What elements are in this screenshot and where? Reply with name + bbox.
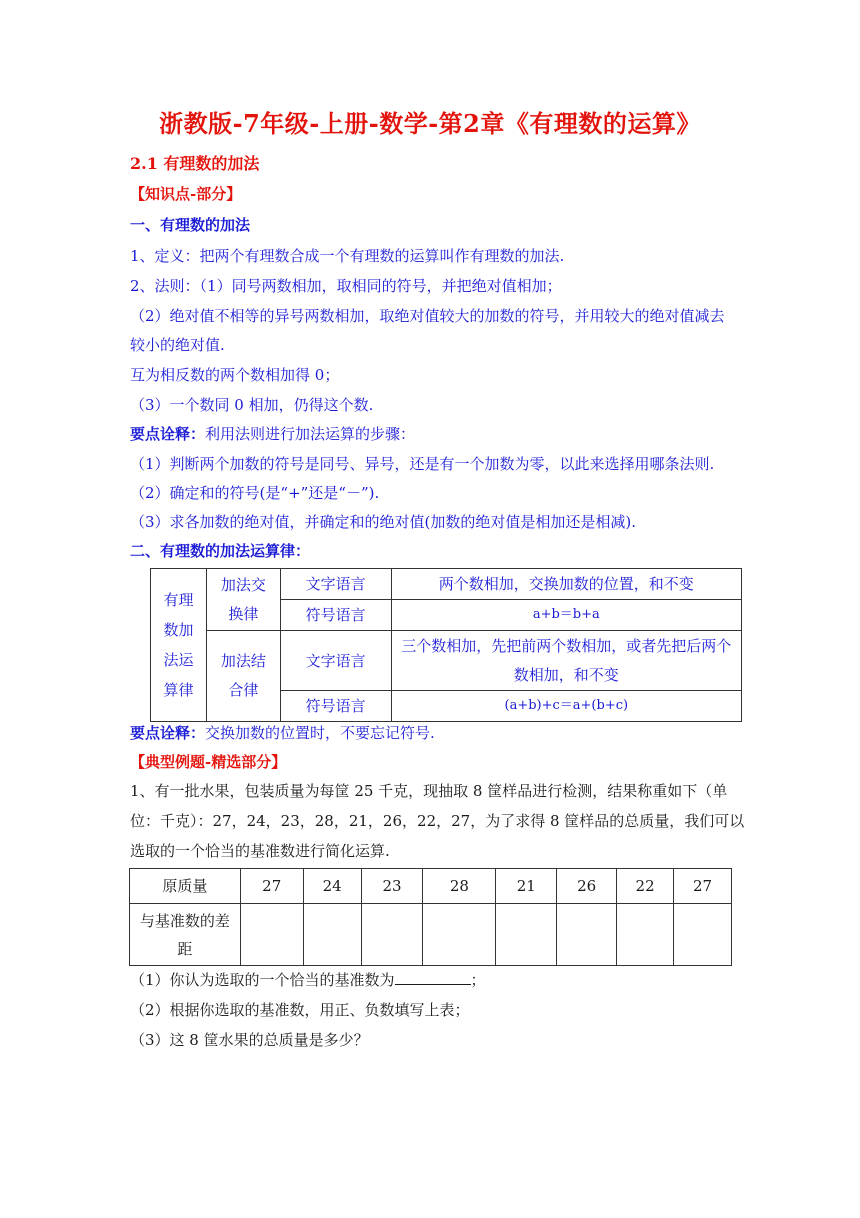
law-row-head-line: 算律 [163,681,194,699]
difference-header-line: 距 [177,939,193,958]
difference-answer-cell[interactable] [617,904,674,966]
difference-answer-cell[interactable] [423,904,496,966]
commutative-line: 换律 [228,604,259,623]
question-1-line-1: 1、有一批水果，包装质量为每筐 25 千克，现抽取 8 筐样品进行检测，结果称重如下（单 [130,782,728,800]
difference-answer-cell[interactable] [240,904,303,966]
symbol-language-cell: 符号语言 [280,691,391,722]
opposite-numbers-paragraph: 互为相反数的两个数相加得 0； [130,366,340,384]
law-row-head-line: 有理 [163,591,194,609]
weight-cell: 23 [361,869,423,904]
note-1 [130,423,415,444]
commutative-text-cell: 两个数相加，交换加数的位置，和不变 [391,569,741,600]
law-row-head-line: 法运 [163,651,194,669]
rule-2-paragraph: （2）绝对值不相等的异号两数相加，取绝对值较大的加数的符号，并用较大的绝对值减去 [130,307,725,325]
weight-cell: 28 [423,869,496,904]
difference-answer-cell[interactable] [557,904,617,966]
weight-cell: 22 [617,869,674,904]
question-1-line-2: 位：千克）：27，24，23，28，21，26，22，27，为了求得 8 筐样品的总质量，我们可以 [130,812,745,830]
sub-question-2: （2）根据你选取的基准数，用正、负数填写上表； [130,1001,470,1019]
sub-question-3: （3）这 8 筐水果的总质量是多少？ [130,1031,369,1049]
note-1-text: 利用法则进行加法运算的步骤： [205,425,416,443]
commutative-line: 加法交 [220,575,266,594]
weight-cell: 27 [674,869,732,904]
knowledge-tag: 【知识点-部分】 [130,185,242,203]
commutative-symbol-cell: a+b＝b+a [391,600,741,631]
addition-laws-table [150,568,742,722]
sub-question-1 [130,969,486,990]
note-1-label: 要点诠释： [130,425,206,443]
difference-answer-cell[interactable] [674,904,732,966]
associative-line: 合律 [228,681,259,699]
difference-answer-cell[interactable] [496,904,557,966]
note-2-label: 要点诠释： [130,724,206,742]
difference-header [130,904,241,966]
associative-text-line: 三个数相加，先把前两个数相加，或者先把后两个 [401,636,732,655]
fruit-weight-table [129,868,732,966]
weight-cell: 26 [557,869,617,904]
note-2 [130,722,435,743]
rule-1-paragraph: 2、法则：（1）同号两数相加，取相同的符号，并把绝对值相加； [130,277,562,295]
heading-addition: 一、有理数的加法 [130,216,251,234]
associative-text-line: 数相加，和不变 [513,665,619,684]
heading-laws: 二、有理数的加法运算律： [130,542,311,560]
difference-answer-cell[interactable] [303,904,361,966]
associative-symbol-cell: (a+b)+c＝a+(b+c) [391,691,741,722]
law-row-head-line: 数加 [163,621,194,639]
commutative-law-cell [206,569,280,631]
weight-cell: 24 [303,869,361,904]
associative-law-cell [206,631,280,722]
associative-line: 加法结 [220,652,266,670]
weight-cell: 21 [496,869,557,904]
text-language-cell: 文字语言 [280,569,391,600]
step-2: （2）确定和的符号(是“+”还是“－”). [130,484,380,502]
law-table-row-head [151,569,207,722]
sub-question-1-text: （1）你认为选取的一个恰当的基准数为 [130,971,395,989]
rule-3-paragraph: （3）一个数同 0 相加，仍得这个数. [130,396,374,414]
weight-cell: 27 [240,869,303,904]
question-1-line-3: 选取的一个恰当的基准数进行简化运算. [130,842,390,860]
original-weight-header: 原质量 [130,869,241,904]
note-2-text: 交换加数的位置时，不要忘记符号. [205,724,435,742]
difference-header-line: 与基准数的差 [139,911,230,930]
section-title: 2.1 有理数的加法 [130,154,260,173]
difference-answer-cell[interactable] [361,904,423,966]
example-tag: 【典型例题-精选部分】 [130,753,287,771]
text-language-cell: 文字语言 [280,631,391,691]
step-3: （3）求各加数的绝对值，并确定和的绝对值(加数的绝对值是相加还是相减). [130,513,637,531]
answer-blank[interactable] [395,970,471,985]
definition-paragraph: 1、定义：把两个有理数合成一个有理数的运算叫作有理数的加法. [130,247,565,265]
symbol-language-cell: 符号语言 [280,600,391,631]
step-1: （1）判断两个加数的符号是同号、异号，还是有一个加数为零，以此来选择用哪条法则. [130,455,715,473]
rule-2-continuation: 较小的绝对值. [130,336,225,354]
document-title: 浙教版-7年级-上册-数学-第2章《有理数的运算》 [159,109,701,138]
associative-text-cell [391,631,741,691]
sub-question-1-end: ； [470,971,486,989]
